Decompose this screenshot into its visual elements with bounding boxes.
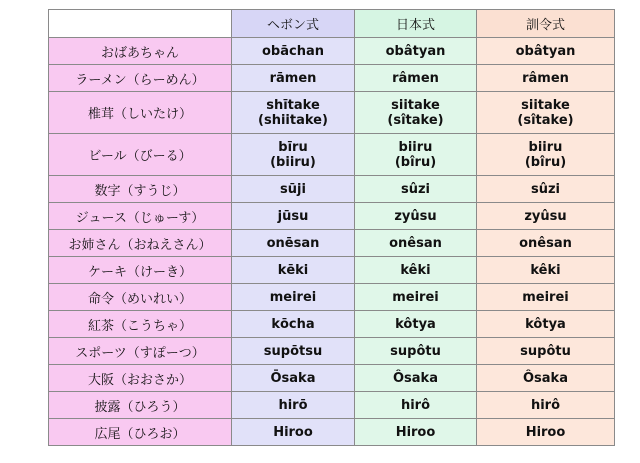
kunrei-romanization-cell: [477, 284, 615, 311]
hepburn-romanization-cell: [232, 230, 355, 257]
hepburn-romanization-cell: [232, 203, 355, 230]
kunrei-romanization-cell: [477, 65, 615, 92]
nihon-romanization-cell: [355, 257, 477, 284]
kunrei-romanization-cell: [477, 392, 615, 419]
hepburn-romanization-text: Hiroo: [273, 424, 313, 440]
japanese-word-cell: 命令（めいれい）: [49, 284, 232, 311]
japanese-word-cell: 数字（すうじ）: [49, 176, 232, 203]
japanese-word-cell: 大阪（おおさか）: [49, 365, 232, 392]
nihon-romanization-cell: [355, 311, 477, 338]
kunrei-romanization-cell: [477, 365, 615, 392]
table-row: [49, 392, 615, 419]
nihon-romanization-text: meirei: [392, 289, 439, 305]
table-row: [49, 365, 615, 392]
hepburn-romanization-text: kēki: [277, 262, 309, 278]
nihon-romanization-cell: [355, 65, 477, 92]
hepburn-romanization-text: hirō: [278, 397, 308, 413]
hepburn-romanization-cell: [232, 92, 355, 134]
kunrei-romanization-cell: [477, 134, 615, 176]
table-row: [49, 203, 615, 230]
hepburn-romanization-text: (biiru): [270, 154, 316, 170]
kunrei-romanization-text: (sîtake): [517, 112, 574, 128]
japanese-word-cell: 広尾（ひろお）: [49, 419, 232, 446]
table-row: [49, 311, 615, 338]
kunrei-romanization-text: râmen: [522, 70, 569, 86]
nihon-romanization-text: hirô: [400, 397, 431, 413]
kunrei-romanization-text: kôtya: [525, 316, 566, 332]
nihon-romanization-cell: [355, 134, 477, 176]
nihon-romanization-text: râmen: [392, 70, 439, 86]
nihon-romanization-text: kôtya: [395, 316, 436, 332]
kunrei-romanization-text: obâtyan: [515, 43, 576, 59]
nihon-romanization-text: supôtu: [390, 343, 441, 359]
japanese-word-cell: 椎茸（しいたけ）: [49, 92, 232, 134]
nihon-romanization-cell: [355, 230, 477, 257]
hepburn-romanization-text: onēsan: [266, 235, 320, 251]
kunrei-romanization-text: Ôsaka: [523, 370, 568, 386]
corner-cell: [49, 10, 232, 38]
kunrei-romanization-cell: [477, 257, 615, 284]
kunrei-romanization-cell: [477, 230, 615, 257]
nihon-romanization-text: kêki: [400, 262, 431, 278]
nihon-romanization-cell: [355, 392, 477, 419]
kunrei-romanization-text: Hiroo: [525, 424, 566, 440]
hepburn-romanization-text: (shiitake): [258, 112, 328, 128]
table-row: [49, 338, 615, 365]
japanese-word-cell: ケーキ（けーき）: [49, 257, 232, 284]
hepburn-romanization-text: meirei: [269, 289, 317, 305]
table-body: [49, 38, 615, 446]
kunrei-romanization-text: onêsan: [519, 235, 572, 251]
nihon-romanization-text: Hiroo: [395, 424, 436, 440]
kunrei-romanization-text: biiru: [528, 139, 563, 155]
nihon-romanization-text: Ôsaka: [393, 370, 438, 386]
nihon-romanization-text: onêsan: [389, 235, 442, 251]
hepburn-romanization-cell: [232, 38, 355, 65]
kunrei-romanization-cell: [477, 338, 615, 365]
hepburn-romanization-text: Ōsaka: [270, 370, 316, 386]
hepburn-romanization-text: obāchan: [262, 43, 324, 59]
hepburn-romanization-cell: [232, 311, 355, 338]
nihon-romanization-cell: [355, 338, 477, 365]
nihon-romanization-cell: [355, 176, 477, 203]
nihon-romanization-cell: [355, 419, 477, 446]
kunrei-romanization-cell: [477, 311, 615, 338]
kunrei-romanization-cell: [477, 38, 615, 65]
japanese-word-cell: ジュース（じゅーす）: [49, 203, 232, 230]
japanese-word-cell: ビール（びーる）: [49, 134, 232, 176]
nihon-romanization-text: sûzi: [400, 181, 430, 197]
nihon-romanization-text: (sîtake): [387, 112, 444, 128]
table-row: [49, 230, 615, 257]
kunrei-romanization-cell: [477, 419, 615, 446]
hepburn-romanization-cell: [232, 176, 355, 203]
hepburn-romanization-text: supōtsu: [263, 343, 323, 359]
hepburn-romanization-cell: [232, 284, 355, 311]
table-row: [49, 419, 615, 446]
kunrei-romanization-text: hirô: [530, 397, 561, 413]
hepburn-romanization-cell: [232, 419, 355, 446]
japanese-word-cell: スポーツ（すぽーつ）: [49, 338, 232, 365]
hepburn-romanization-text: jūsu: [277, 208, 309, 224]
nihon-romanization-text: biiru: [398, 139, 433, 155]
kunrei-romanization-text: zyûsu: [524, 208, 567, 224]
nihon-header: 日本式: [355, 10, 477, 38]
romanization-table: [48, 9, 615, 446]
hepburn-romanization-cell: [232, 65, 355, 92]
hepburn-romanization-text: rāmen: [269, 70, 317, 86]
japanese-word-cell: おばあちゃん: [49, 38, 232, 65]
table-row: [49, 284, 615, 311]
hepburn-romanization-cell: [232, 365, 355, 392]
japanese-word-cell: ラーメン（らーめん）: [49, 65, 232, 92]
kunrei-romanization-text: sûzi: [530, 181, 560, 197]
table-row: [49, 92, 615, 134]
kunrei-romanization-text: supôtu: [520, 343, 571, 359]
hepburn-romanization-cell: [232, 338, 355, 365]
hepburn-romanization-cell: [232, 134, 355, 176]
kunrei-romanization-cell: [477, 92, 615, 134]
hepburn-header: ヘボン式: [232, 10, 355, 38]
hepburn-romanization-text: shītake: [266, 97, 320, 113]
japanese-word-cell: 披露（ひろう）: [49, 392, 232, 419]
table-row: [49, 38, 615, 65]
nihon-romanization-text: (bîru): [394, 154, 437, 170]
kunrei-header: 訓令式: [477, 10, 615, 38]
nihon-romanization-text: obâtyan: [385, 43, 446, 59]
table-row: [49, 134, 615, 176]
kunrei-romanization-text: (bîru): [524, 154, 567, 170]
japanese-word-cell: 紅茶（こうちゃ）: [49, 311, 232, 338]
kunrei-romanization-text: meirei: [522, 289, 569, 305]
hepburn-romanization-text: bīru: [278, 139, 308, 155]
hepburn-romanization-text: kōcha: [271, 316, 315, 332]
nihon-romanization-cell: [355, 365, 477, 392]
table-row: [49, 65, 615, 92]
table-row: [49, 176, 615, 203]
nihon-romanization-cell: [355, 38, 477, 65]
nihon-romanization-text: zyûsu: [394, 208, 437, 224]
hepburn-romanization-cell: [232, 257, 355, 284]
nihon-romanization-cell: [355, 203, 477, 230]
hepburn-romanization-text: sūji: [280, 181, 306, 197]
table-row: [49, 257, 615, 284]
nihon-romanization-cell: [355, 92, 477, 134]
nihon-romanization-cell: [355, 284, 477, 311]
japanese-word-cell: お姉さん（おねえさん）: [49, 230, 232, 257]
kunrei-romanization-text: siitake: [521, 97, 570, 113]
nihon-romanization-text: siitake: [391, 97, 440, 113]
kunrei-romanization-cell: [477, 203, 615, 230]
hepburn-romanization-cell: [232, 392, 355, 419]
kunrei-romanization-cell: [477, 176, 615, 203]
header-row: [49, 10, 615, 38]
kunrei-romanization-text: kêki: [530, 262, 561, 278]
